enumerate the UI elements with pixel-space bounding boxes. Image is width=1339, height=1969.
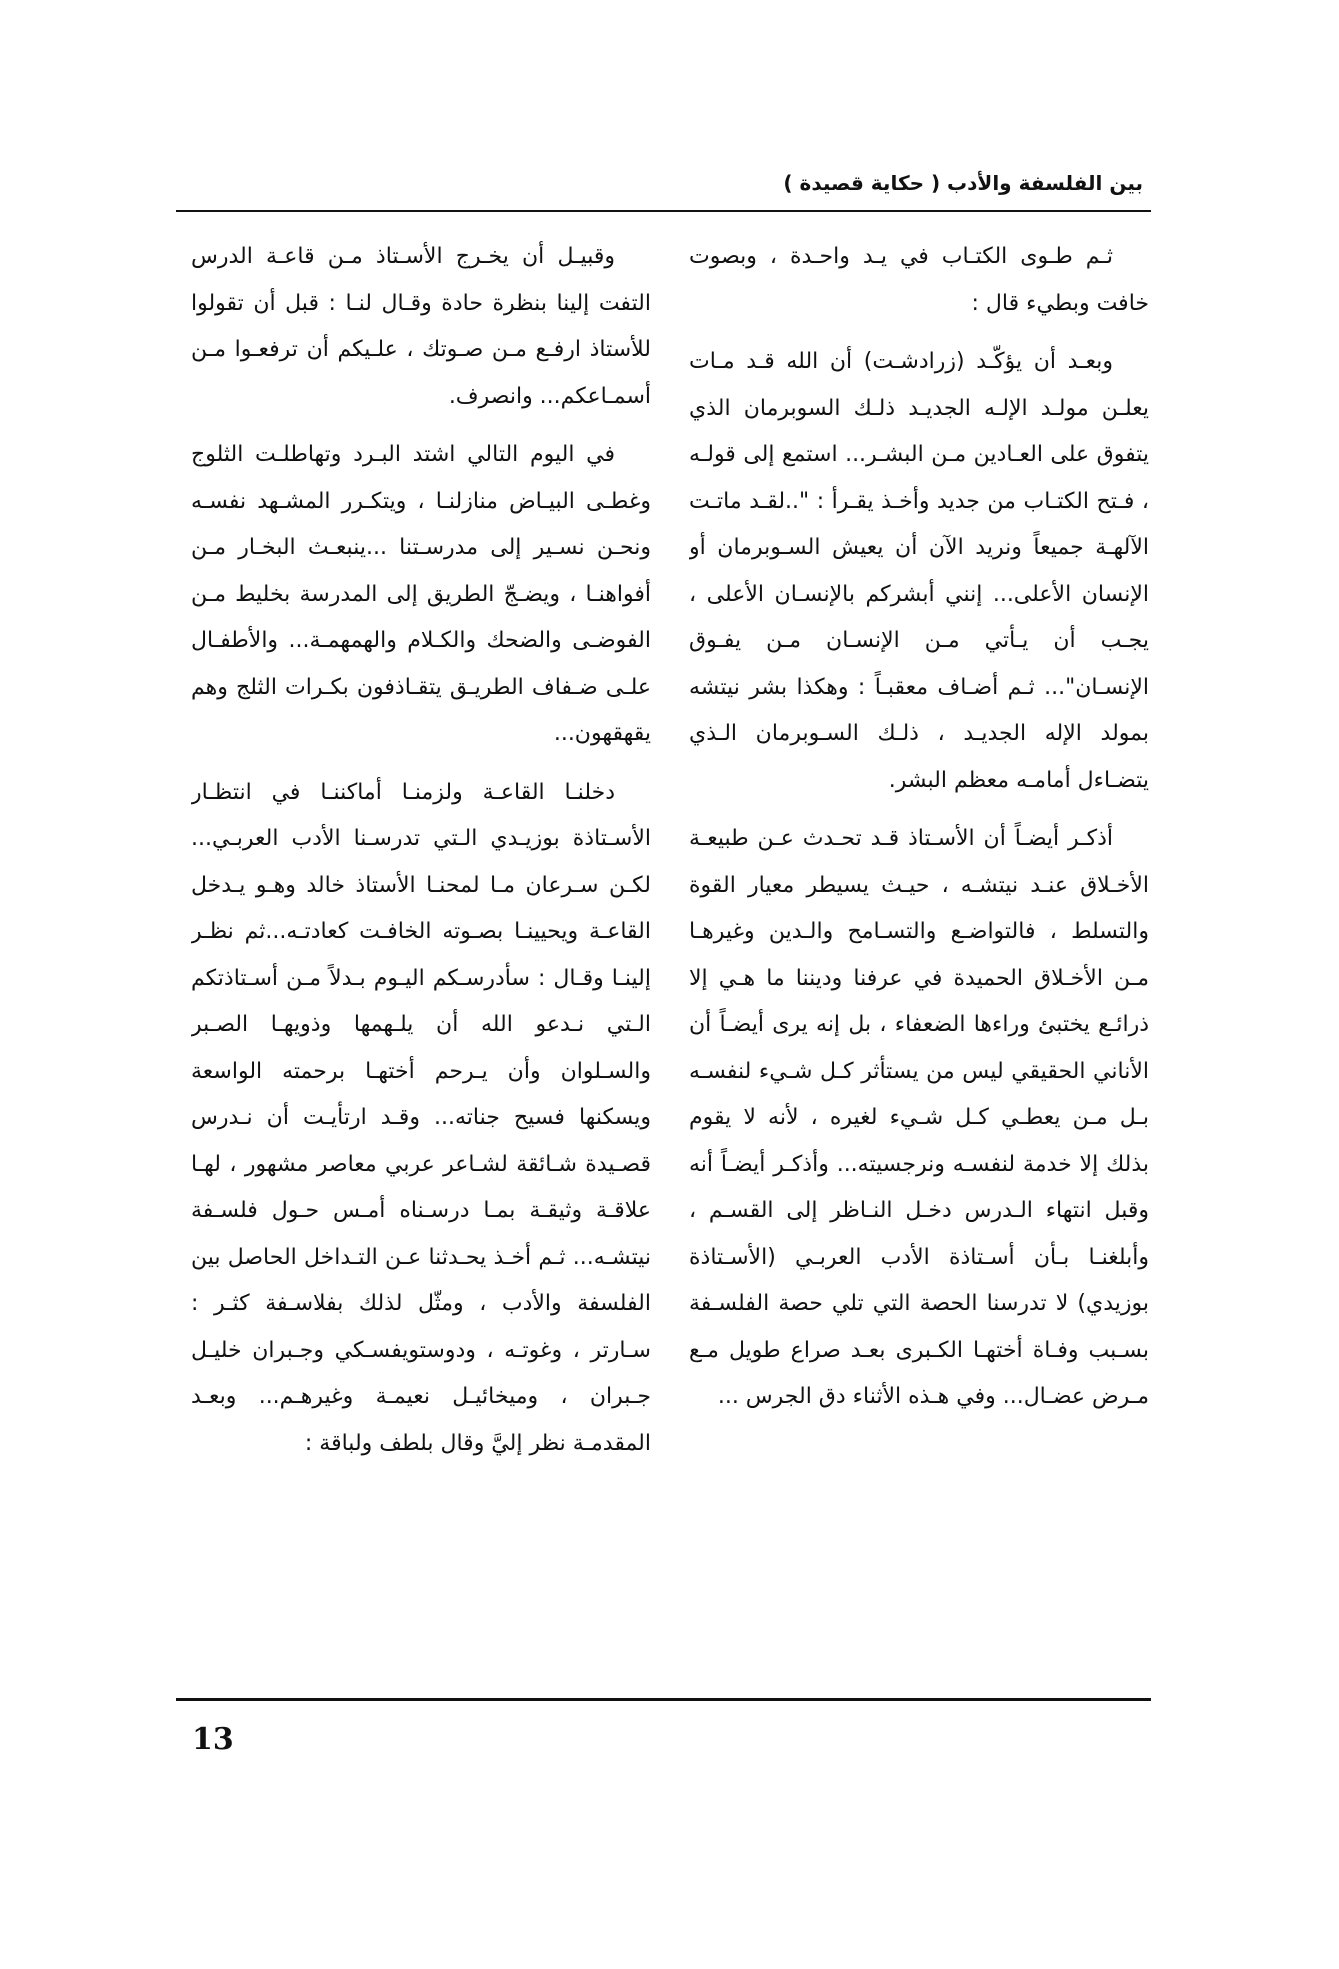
page-number: 13 <box>192 1722 234 1757</box>
running-header-title: بين الفلسفة والأدب ( حكاية قصيدة ) <box>783 171 1143 195</box>
paragraph: وقبيـل أن يخـرج الأسـتاذ مـن قاعـة الدرس التفت إلينا بنظرة حادة وقـال لنـا : قبل أن تقولوا للأستاذ ارفـع مـن صـوتك ، علـيكم أن ترفعـوا مـن أسمـاعكم... وانصرف. <box>191 244 651 409</box>
paragraph: ثـم طـوى الكتـاب في يـد واحـدة ، وبصوت خافت وبطيء قال : <box>689 244 1149 316</box>
paragraph: في اليوم التالي اشتد البـرد وتهاطلـت الثلوج وغطـى البيـاض منازلنـا ، ويتكـرر المشـهد نفسـه ونحـن نسـير إلى مدرسـتنا ...ينبعـث البخـار مـن أفواهنـا ، ويضـجّ الطريق إلى المدرسة بخليط مـن الفوضـى والضحك والكـلام والهمهمـة... والأطفـال علـى ضـفاف الطريـق يتقـاذفون بكـرات الثلج وهم يقهقهون... <box>191 442 651 746</box>
paragraph: وبعـد أن يؤكّـد (زرادشـت) أن الله قـد مـات يعلـن مولـد الإلـه الجديـد ذلـك السوبرمان الذي يتفوق على العـادين مـن البشـر... استمع إلى قولـه ، فـتح الكتـاب من جديد وأخـذ يقـرأ : "..لقـد ماتـت الآلهـة جميعاً ونريد الآن أن يعيش السـوبرمان أو الإنسان الأعلى... إنني أبشركم بالإنسـان الأعلى ، يجـب أن يـأتي مـن الإنسـان مـن يفـوق الإنسـان"... ثـم أضـاف معقبـاً : وهكذا بشر نيتشه بمولد الإله الجديـد ، ذلـك السـوبرمان الـذي يتضـاءل أمامـه معظم البشر. <box>689 349 1149 793</box>
paragraph: دخلنـا القاعـة ولزمنـا أماكننـا في انتظـار الأسـتاذة بوزيـدي الـتي تدرسـنا الأدب العربـي... لكـن سـرعان مـا لمحنـا الأستاذ خالد وهـو يـدخل القاعـة ويحيينـا بصـوته الخافـت كعادتـه...ثم نظـر إلينـا وقـال : سأدرسـكم اليـوم بـدلاً مـن أسـتاذتكم الـتي نـدعو الله أن يلـهمها وذويهـا الصـبر والسـلوان وأن يـرحم أختهـا برحمته الواسعة ويسكنها فسيح جناته... وقـد ارتأيـت أن نـدرس قصـيدة شـائقة لشـاعر عربي معاصر مشهور ، لهـا علاقـة وثيقـة بمـا درسـناه أمـس حـول فلسـفة نيتشـه... ثـم أخـذ يحـدثنا عـن التـداخل الحاصل بين الفلسفة والأدب ، ومثّل لذلك بفلاسـفة كثـر : سـارتر ، وغوتـه ، ودوستويفسـكي وجـبران خليـل جـبران ، وميخائيـل نعيمـة وغيرهـم... وبعـد المقدمـة نظر إليَّ وقال بلطف ولباقة : <box>191 779 651 1456</box>
header-rule <box>176 210 1151 212</box>
footer-rule <box>176 1698 1151 1701</box>
text-column-right <box>689 234 1149 1684</box>
text-column-left <box>191 234 651 1684</box>
paragraph: أذكـر أيضـاً أن الأسـتاذ قـد تحـدث عـن طبيعـة الأخـلاق عنـد نيتشـه ، حيـث يسيطر معيار القوة والتسلط ، فالتواضـع والتسـامح والـدين وغيرهـا مـن الأخـلاق الحميدة في عرفنا وديننا ما هـي إلا ذرائـع يختبئ وراءها الضعفاء ، بل إنه يرى أيضـاً أن الأناني الحقيقي ليس من يستأثر كـل شـيء لنفسـه بـل مـن يعطـي كـل شـيء لغيره ، لأنه لا يقوم بذلك إلا خدمة لنفسـه ونرجسيته... وأذكـر أيضـاً أنه وقبل انتهاء الـدرس دخـل النـاظر إلى القسـم ، وأبلغنـا بـأن أسـتاذة الأدب العربـي (الأسـتاذة بوزيدي) لا تدرسنا الحصة التي تلي حصة الفلسـفة بسـبب وفـاة أختهـا الكـبرى بعـد صراع طويل مـع مـرض عضـال... وفي هـذه الأثناء دق الجرس ... <box>689 826 1149 1409</box>
